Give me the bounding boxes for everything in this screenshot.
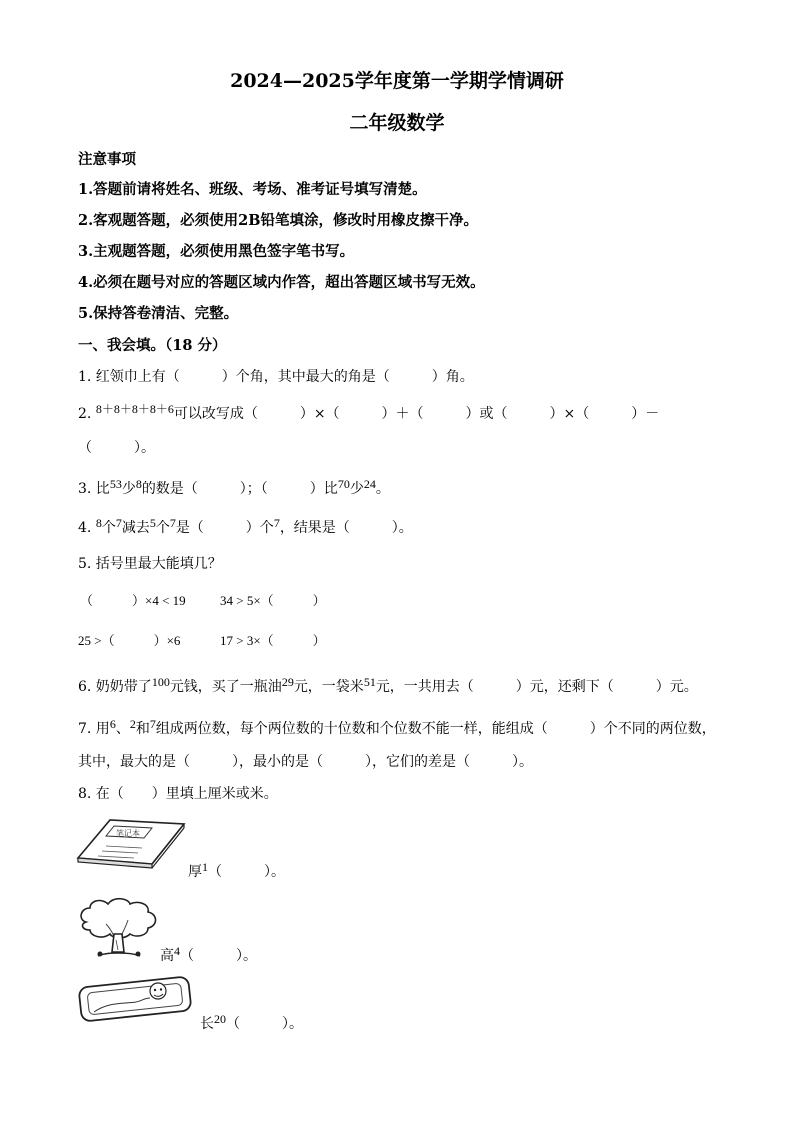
question-text: 个 xyxy=(155,520,170,536)
notebook-cover-label: 笔记本 xyxy=(116,829,140,838)
math-number: 24 xyxy=(363,477,376,491)
question-text: 少 xyxy=(349,481,364,497)
question-4 xyxy=(78,517,413,537)
math-number: 4 xyxy=(174,944,180,958)
math-expression: 8＋8＋8＋8＋6 xyxy=(95,402,174,416)
math-number: 5 xyxy=(149,516,156,530)
notice-item: 1.答题前请将姓名、班级、考场、准考证号填写清楚。 xyxy=(78,181,427,198)
question-text: （ ）。 xyxy=(180,948,257,964)
question-5: 5. 括号里最大能填几？ xyxy=(78,556,222,572)
question-text: 少 xyxy=(121,481,136,497)
question-text: （ ）。 xyxy=(226,1016,303,1032)
question-text: 4. xyxy=(78,520,92,536)
question-7-continued: 其中，最大的是（ ），最小的是（ ），它们的差是（ ）。 xyxy=(78,754,533,770)
math-number: 8 xyxy=(135,477,142,491)
question-text: 长 xyxy=(200,1016,214,1032)
math-number: 29 xyxy=(281,675,294,689)
inequality: 25 >（ ）×6 xyxy=(78,633,181,648)
question-text: （ ）。 xyxy=(208,864,285,880)
question-text: 是（ ）个 xyxy=(175,520,274,536)
question-text: 可以改写成（ ）×（ ）＋（ ）或（ ）×（ ）－ xyxy=(173,406,660,422)
exam-subtitle: 二年级数学 xyxy=(349,112,445,134)
inequality: 17 > 3×（ ） xyxy=(220,633,326,648)
math-number: 7 xyxy=(149,717,156,731)
math-number: 7 xyxy=(273,516,280,530)
question-8: 8. 在（ ）里填上厘米或米。 xyxy=(78,786,278,802)
question-text: 元钱，买了一瓶油 xyxy=(169,679,282,695)
question-text: 。 xyxy=(375,481,390,497)
math-number: 7 xyxy=(115,516,122,530)
measure-item-notebook xyxy=(188,861,285,881)
question-text: 元，一共用去（ ）元，还剩下（ ）元。 xyxy=(375,679,698,695)
question-1: 1. 红领巾上有（ ）个角，其中最大的角是（ ）角。 xyxy=(78,369,474,385)
question-text: 的数是（ ）；（ ）比 xyxy=(141,481,338,497)
question-text: 个 xyxy=(101,520,116,536)
question-text: 组成两位数，每个两位数的十位数和个位数不能一样，能组成（ ）个不同的两位数， xyxy=(155,721,716,737)
question-6 xyxy=(78,676,698,696)
notice-heading: 注意事项 xyxy=(78,151,136,168)
math-number: 8 xyxy=(95,516,102,530)
question-text: 和 xyxy=(135,721,150,737)
inequality: （ ）×4 < 19 xyxy=(80,593,186,608)
pencil-case-picture xyxy=(78,976,194,1024)
math-number: 1 xyxy=(202,860,208,874)
notice-item: 2.客观题答题，必须使用2B铅笔填涂，修改时用橡皮擦干净。 xyxy=(78,212,478,229)
math-number: 51 xyxy=(363,675,376,689)
question-text: 6. 奶奶带了 xyxy=(78,679,152,695)
question-text: 7. 用 xyxy=(78,721,110,737)
math-number: 20 xyxy=(214,1012,226,1026)
measure-item-tree xyxy=(160,945,257,965)
measure-item-pencil-case xyxy=(200,1013,303,1033)
math-number: 53 xyxy=(109,477,122,491)
question-number: 2. xyxy=(78,406,92,422)
section-heading: 一、我会填。（18 分） xyxy=(78,337,227,354)
tree-picture xyxy=(76,896,162,960)
math-number: 2 xyxy=(129,717,136,731)
exam-title: 2024—2025学年度第一学期学情调研 xyxy=(230,70,564,92)
notebook-picture xyxy=(76,814,186,870)
question-text: 元，一袋米 xyxy=(293,679,364,695)
question-2 xyxy=(78,403,659,423)
question-2-continued: （ ）。 xyxy=(78,440,155,456)
math-number: 6 xyxy=(109,717,116,731)
question-text: ，结果是（ ）。 xyxy=(279,520,413,536)
question-3 xyxy=(78,478,390,498)
question-text: 减去 xyxy=(121,520,150,536)
question-text: 3. 比 xyxy=(78,481,110,497)
math-number: 7 xyxy=(169,516,176,530)
question-text: 厚 xyxy=(188,864,202,880)
inequality: 34 > 5×（ ） xyxy=(220,593,326,608)
question-text: 高 xyxy=(160,948,174,964)
notice-item: 4.必须在题号对应的答题区域内作答，超出答题区域书写无效。 xyxy=(78,274,485,291)
notice-item: 5.保持答卷清洁、完整。 xyxy=(78,305,239,322)
math-number: 100 xyxy=(151,675,170,689)
question-7 xyxy=(78,718,716,738)
math-number: 70 xyxy=(337,477,350,491)
notice-item: 3.主观题答题，必须使用黑色签字笔书写。 xyxy=(78,243,355,260)
question-text: 、 xyxy=(115,721,130,737)
